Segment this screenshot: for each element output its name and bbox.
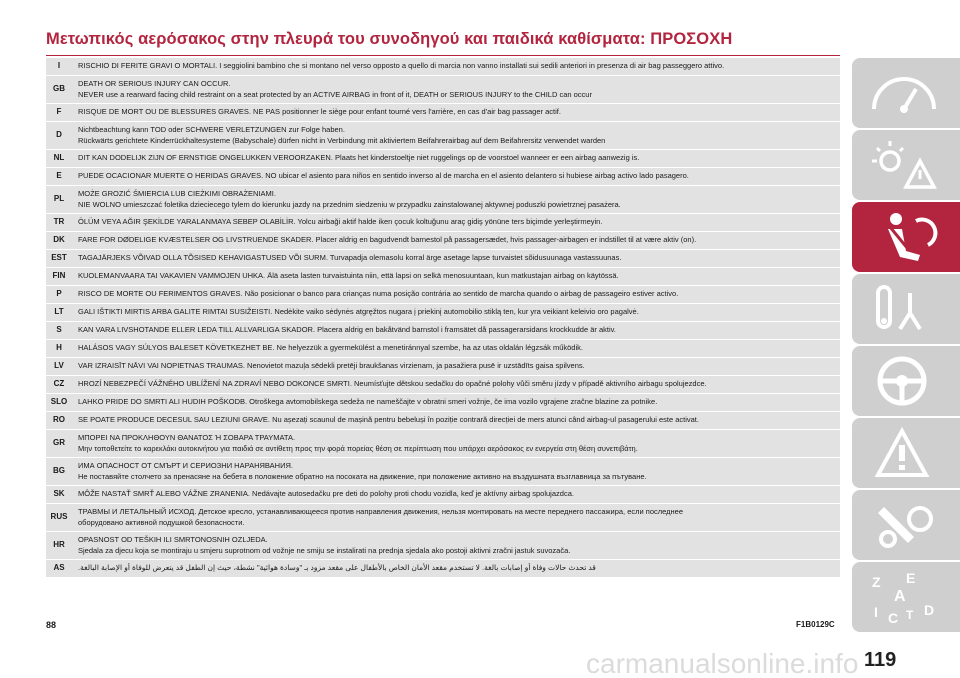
language-code: H — [46, 340, 72, 358]
language-code: P — [46, 286, 72, 304]
language-code: S — [46, 322, 72, 340]
warning-text-line: KUOLEMANVAARA TAI VAKAVIEN VAMMOJEN UHKA. Älä aseta lasten turvaistuinta niin, että lapsi on selkä menosuuntaan, kun matkustajan airbag on käytössä. — [78, 271, 619, 281]
warning-text-line: PUEDE OCACIONAR MUERTE O HERIDAS GRAVES. NO ubicar el asiento para niños en sentido inverso al de marcha en el asiento delantero si hubiese airbag activo lado pasagero. — [78, 171, 689, 181]
warning-row — [46, 412, 840, 430]
warning-text — [72, 104, 840, 122]
warning-row — [46, 504, 840, 532]
fuel-key-icon — [866, 279, 946, 339]
warning-row — [46, 394, 840, 412]
chapter-tab-safety[interactable] — [852, 202, 960, 272]
tools-warning-icon — [866, 423, 946, 483]
index-letter: C — [888, 610, 899, 626]
warning-text — [72, 358, 840, 376]
figure-code: F1B0129C — [796, 620, 835, 629]
page-number: 88 — [46, 620, 57, 630]
watermark — [586, 646, 960, 678]
language-code: LV — [46, 358, 72, 376]
warning-lights-icon — [866, 135, 946, 195]
warning-text — [72, 532, 840, 560]
warning-text — [72, 560, 840, 578]
warnings-table — [46, 58, 840, 578]
language-code: RUS — [46, 504, 72, 532]
chapter-tab-maintenance[interactable] — [852, 490, 960, 560]
language-code: E — [46, 168, 72, 186]
language-code: I — [46, 58, 72, 76]
alphabetical-index-icon — [866, 567, 946, 627]
language-code: EST — [46, 250, 72, 268]
language-code: GB — [46, 76, 72, 104]
index-letter: Z — [872, 574, 881, 590]
language-code: FIN — [46, 268, 72, 286]
warning-text-line: RISQUE DE MORT OU DE BLESSURES GRAVES. NE PAS positionner le siège pour enfant tourné vers l'arrière, en cas d'air bag passager actif. — [78, 107, 561, 117]
warning-text-line: MOŻE GROZIĆ ŚMIERCIA LUB CIEŻKIMI OBRAŻENIAMI. — [78, 189, 276, 199]
warning-row — [46, 358, 840, 376]
warning-row — [46, 104, 840, 122]
warning-text-line: DIT KAN DODELIJK ZIJN OF ERNSTIGE ONGELUKKEN VEROORZAKEN. Plaats het kinderstoeltje niet ruggelings op de voorstoel wanneer er een airbag aanwezig is. — [78, 153, 640, 163]
warning-text — [72, 76, 840, 104]
warning-text — [72, 322, 840, 340]
steering-wheel-icon — [866, 351, 946, 411]
warning-text-line: DEATH OR SERIOUS INJURY CAN OCCUR. — [78, 79, 231, 89]
warning-text-line: Sjedala za djecu koja se montiraju u smjeru suprotnom od vožnje ne smiju se instalirati na prednja sjedala ako postoji aktivni zračni jastuk suvozača. — [78, 545, 571, 555]
warning-text — [72, 504, 840, 532]
index-letter: D — [924, 602, 935, 618]
warning-text-line: SE POATE PRODUCE DECESUL SAU LEZIUNI GRAVE. Nu așezați scaunul de mașină pentru bebeluși în poziție contrară direcției de mers atunci când airbag-ul pasagerului este activat. — [78, 415, 699, 425]
warning-text-line: NEVER use a rearward facing child restraint on a seat protected by an ACTIVE AIRBAG in front of it, DEATH or SERIOUS INJURY to the CHILD can occur — [78, 89, 592, 99]
warning-row — [46, 376, 840, 394]
warning-text — [72, 430, 840, 458]
warning-text-line: Μην τοποθετείτε το καρεκλάκι αυτοκινήτου για παιδιά σε αντίθετη προς την φορά πορείας θέση σε περίπτωση που υπάρχει αερόσακος εν ενεργεία στη θέση συνεπιβάτη. — [78, 443, 638, 453]
language-code: HR — [46, 532, 72, 560]
warning-row — [46, 268, 840, 286]
warning-text-line: NIE WOLNO umieszczać foletika dzieciecego tylem do kierunku jazdy na przednim siedzeniu w przypadku zainstalowanej aktywnej poduszki powietrznej pasażera. — [78, 199, 621, 209]
page-title: Μετωπικός αερόσακος στην πλευρά του συνοδηγού και παιδικά καθίσματα: ΠΡΟΣΟΧΗ — [46, 30, 733, 48]
chapter-tab-emergency[interactable] — [852, 418, 960, 488]
warning-text — [72, 304, 840, 322]
warning-row — [46, 186, 840, 214]
chapter-tab-dashboard[interactable] — [852, 58, 960, 128]
warning-text — [72, 340, 840, 358]
warning-row — [46, 532, 840, 560]
warning-text-line: Не поставяйте столчето за пренасяне на бебета в положение обратно на посоката на движение, при положение активно на въздушната възглавница за пътуване. — [78, 471, 647, 481]
language-code: NL — [46, 150, 72, 168]
watermark-page-number: 119 — [864, 649, 897, 671]
warning-row — [46, 232, 840, 250]
language-code: D — [46, 122, 72, 150]
warning-text-line: ΜΠΟΡΕΙ ΝΑ ΠΡΟΚΛΗΘΟΥΝ ΘΑΝΑΤΟΣ Ή ΣΟΒΑΡΑ ΤΡΑΥΜΑΤΑ. — [78, 433, 296, 443]
title-rule — [46, 55, 840, 56]
warning-text — [72, 486, 840, 504]
warning-row — [46, 322, 840, 340]
language-code: SK — [46, 486, 72, 504]
warning-text-line: VAR IZRAISĪT NĀVI VAI NOPIETNAS TRAUMAS. Nenovietot mazuļa sēdekli pretēji braukšanas virzienam, ja pasažiera pusē ir uzstādīts gaisa spilvens. — [78, 361, 585, 371]
warning-text-line: قد تحدث حالات وفاة أو إصابات بالغة. لا تستخدم مقعد الأمان الخاص بالأطفال على مقعد مزود بـ "وسادة هوائية" نشطة، حيث إن الطفل قد يتعرض للوفاة أو الإصابة البالغة. — [78, 563, 596, 573]
warning-text — [72, 394, 840, 412]
chapter-tab-starting[interactable] — [852, 274, 960, 344]
language-code: BG — [46, 458, 72, 486]
warning-row — [46, 150, 840, 168]
warning-text — [72, 412, 840, 430]
warning-row — [46, 76, 840, 104]
dashboard-lights-icon — [866, 63, 946, 123]
warning-text-line: ИМА ОПАСНОСТ ОТ СМЪРТ И СЕРИОЗНИ НАРАНЯВАНИЯ. — [78, 461, 293, 471]
warning-text-line: FARE FOR DØDELIGE KVÆSTELSER OG LIVSTRUENDE SKADER. Placer aldrig en bagudvendt barnestol på passagersædet, hvis passager-airbagen er indstillet til at være aktiv (on). — [78, 235, 697, 245]
warning-row — [46, 58, 840, 76]
warning-row — [46, 122, 840, 150]
warning-row — [46, 430, 840, 458]
language-code: CZ — [46, 376, 72, 394]
index-letter: I — [874, 604, 878, 620]
warning-text — [72, 286, 840, 304]
warning-text-line: HALÁSOS VAGY SÚLYOS BALESET KÖVETKEZHET BE. Ne helyezzük a gyermekülést a menetiránnyal szembe, ha az utas oldalán légzsák működik. — [78, 343, 583, 353]
warning-row — [46, 250, 840, 268]
warning-text — [72, 232, 840, 250]
warning-text — [72, 168, 840, 186]
warnings-table-body — [46, 58, 840, 578]
index-letter: A — [894, 588, 906, 605]
language-code: F — [46, 104, 72, 122]
warning-text-line: GALI IŠTIKTI MIRTIS ARBA GALITE RIMTAI SUSIŽEISTI. Nedėkite vaiko sėdynės atgręžtos nugara į priekinį automobilio stiklą ten, kur yra veikiant keleivio oro pagalvė. — [78, 307, 639, 317]
warning-text-line: HROZÍ NEBEZPEČÍ VÁŽNÉHO UBLÍŽENÍ NA ZDRAVÍ NEBO DOKONCE SMRTI. Neumísťujte dětskou sedačku do opačné polohy vůči směru jízdy v případě aktivního airbagu spolujezdce. — [78, 379, 707, 389]
warning-text — [72, 376, 840, 394]
warning-row — [46, 286, 840, 304]
language-code: PL — [46, 186, 72, 214]
warning-text-line: TAGAJÄRJEKS VÕIVAD OLLA TÕSISED KEHAVIGASTUSED VÕI SURM. Turvapadja olemasolu korral ärge asetage lapse turvaistet sõidusuunaga vastassuunas. — [78, 253, 622, 263]
language-code: LT — [46, 304, 72, 322]
service-wrench-icon — [866, 495, 946, 555]
warning-row — [46, 458, 840, 486]
warning-row — [46, 340, 840, 358]
chapter-tab-index[interactable] — [852, 562, 960, 632]
warning-row — [46, 168, 840, 186]
index-letter: T — [906, 608, 914, 622]
warning-text-line: MÔŽE NASTAŤ SMRŤ ALEBO VÁŽNE ZRANENIA. Nedávajte autosedačku pre deti do polohy proti chodu vozidla, keď je aktívny airbag spolujazdca. — [78, 489, 574, 499]
warning-text — [72, 458, 840, 486]
warning-text-line: ÖLÜM VEYA AĞIR ŞEKİLDE YARALANMAYA SEBEP OLABİLİR. Yolcu airbaği aktif halde iken çocuk koltuğunu araç gidiş yönüne ters biçimde yerleştirmeyin. — [78, 217, 603, 227]
language-code: GR — [46, 430, 72, 458]
warning-text — [72, 58, 840, 76]
language-code: DK — [46, 232, 72, 250]
language-code: TR — [46, 214, 72, 232]
warning-row — [46, 486, 840, 504]
warning-text-line: оборудовано активной подушкой безопасности. — [78, 517, 245, 527]
warning-text — [72, 186, 840, 214]
chapter-tab-driving[interactable] — [852, 346, 960, 416]
warning-text-line: RISCHIO DI FERITE GRAVI O MORTALI. I seggiolini bambino che si montano nel verso opposto a quello di marcia non vanno installati sui sedili anteriori in presenza di air bag passeggero attivo. — [78, 61, 725, 71]
warning-text-line: RISCO DE MORTE OU FERIMENTOS GRAVES. Não posicionar o banco para crianças numa posição contrária ao sentido de marcha quando o airbag de passageiro estiver activo. — [78, 289, 679, 299]
warning-text-line: Rückwärts gerichtete Kinderrückhaltesysteme (Babyschale) dürfen nicht in Verbindung mit aktiviertem Beifahrerairbag auf dem Beifahrersitz verwendet warden — [78, 135, 606, 145]
warning-text — [72, 268, 840, 286]
warning-text-line: Nichtbeachtung kann TOD oder SCHWERE VERLETZUNGEN zur Folge haben. — [78, 125, 345, 135]
warning-row — [46, 214, 840, 232]
warning-text — [72, 214, 840, 232]
warning-text-line: KAN VARA LIVSHOTANDE ELLER LEDA TILL ALLVARLIGA SKADOR. Placera aldrig en bakåtvänd barnstol i framsätet då passagerarsidans krockkudde är aktiv. — [78, 325, 616, 335]
language-code: AS — [46, 560, 72, 578]
watermark-text: carmanualsonline.info — [586, 648, 859, 678]
warning-text-line: ТРАВМЫ И ЛЕТАЛЬНЫЙ ИСХОД. Детское кресло, устанавливающееся против направления движения, нельзя монтировать на месте переднего пассажира, если последнее — [78, 507, 684, 517]
language-code: RO — [46, 412, 72, 430]
warning-row — [46, 560, 840, 578]
airbag-seatbelt-icon — [866, 207, 946, 267]
warning-text-line: OPASNOST OD TEŠKIH ILI SMRTONOSNIH OZLJEDA. — [78, 535, 268, 545]
index-letter: E — [906, 570, 916, 586]
warning-text — [72, 122, 840, 150]
chapter-tab-warning-lights[interactable] — [852, 130, 960, 200]
warning-row — [46, 304, 840, 322]
language-code: SLO — [46, 394, 72, 412]
warning-text — [72, 250, 840, 268]
warning-text — [72, 150, 840, 168]
warning-text-line: LAHKO PRIDE DO SMRTI ALI HUDIH POŠKODB. Otroškega avtomobilskega sedeža ne nameščajte v obratni smeri vožnje, če ima vozilo vgrajene zračne blazine za potnike. — [78, 397, 658, 407]
